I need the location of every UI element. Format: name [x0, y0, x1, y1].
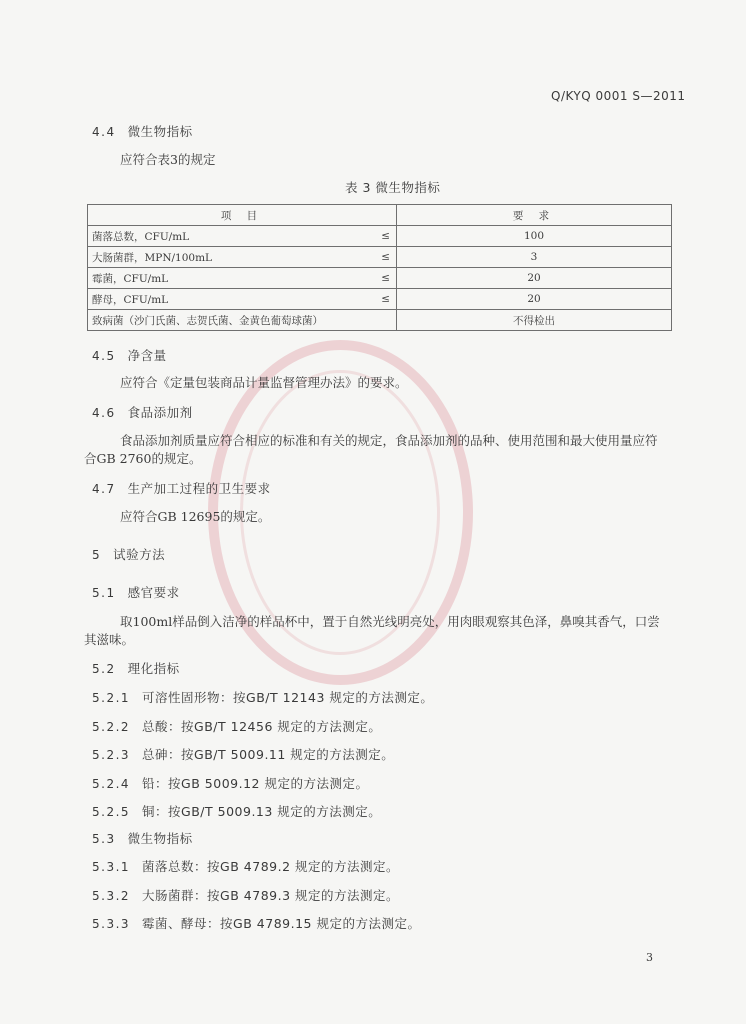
section-title: 生产加工过程的卫生要求	[127, 481, 271, 496]
standard-number: Q/KYQ 0001 S—2011	[551, 89, 686, 103]
method-item	[92, 745, 394, 763]
section-4-6-text-line1: 食品添加剂质量应符合相应的标准和有关的规定，食品添加剂的品种、使用范围和最大使用量应符	[120, 433, 658, 448]
header-item: 项 目	[88, 205, 397, 226]
section-number: 4.4	[92, 125, 116, 139]
method-item-text: 总酸：按GB/T 12456 规定的方法测定。	[142, 718, 382, 734]
row-item: 致病菌（沙门氏菌、志贺氏菌、金黄色葡萄球菌）	[88, 310, 377, 331]
method-item-text: 铜：按GB/T 5009.13 规定的方法测定。	[142, 804, 382, 819]
method-item-number: 5.3.1	[92, 860, 131, 874]
section-4-7-heading	[92, 479, 271, 497]
row-requirement: 20	[397, 268, 672, 289]
table-row	[88, 226, 672, 247]
section-title: 微生物指标	[127, 831, 193, 846]
table-row	[88, 289, 672, 310]
section-5-1-text-line2: 其滋味。	[84, 632, 135, 647]
section-number: 4.6	[92, 406, 116, 420]
method-item-number: 5.3.2	[92, 888, 131, 903]
method-item	[92, 774, 368, 792]
microbial-indicators-table	[87, 204, 672, 331]
row-requirement: 20	[397, 289, 672, 310]
section-5-3-heading	[92, 829, 193, 847]
section-5-1-heading	[92, 583, 180, 601]
section-5-2-heading	[92, 659, 180, 677]
method-item-text: 可溶性固形物：按GB/T 12143 规定的方法测定。	[142, 690, 434, 705]
method-item-number: 5.2.2	[92, 719, 131, 734]
row-requirement: 3	[397, 247, 672, 268]
section-4-5-text: 应符合《定量包装商品计量监督管理办法》的要求。	[120, 375, 408, 390]
row-operator: ≤	[376, 226, 397, 247]
section-4-6-heading	[92, 403, 193, 421]
method-item-number: 5.2.1	[92, 691, 131, 705]
section-number: 5	[92, 548, 102, 562]
row-item: 菌落总数，CFU/mL	[88, 226, 377, 247]
section-title: 食品添加剂	[127, 405, 193, 420]
method-item-text: 菌落总数：按GB 4789.2 规定的方法测定。	[142, 859, 399, 874]
row-item: 大肠菌群，MPN/100mL	[88, 247, 377, 268]
method-item	[92, 802, 381, 820]
section-title: 净含量	[127, 348, 167, 363]
section-5-heading	[92, 545, 165, 563]
section-4-6-text-line2: 合GB 2760的规定。	[84, 451, 202, 466]
table-caption: 表 3 微生物指标	[345, 180, 441, 195]
row-operator: ≤	[376, 268, 397, 289]
row-operator: ≤	[376, 289, 397, 310]
section-number: 4.7	[92, 482, 116, 496]
method-item-number: 5.2.3	[92, 748, 131, 762]
row-operator: ≤	[376, 247, 397, 268]
section-number: 5.3	[92, 832, 116, 846]
page-number: 3	[646, 951, 653, 964]
method-item	[92, 717, 381, 735]
method-item-text: 铅：按GB 5009.12 规定的方法测定。	[142, 775, 369, 791]
section-4-4-text: 应符合表3的规定	[120, 152, 216, 167]
section-4-5-heading	[92, 346, 167, 364]
section-number: 5.2	[92, 662, 116, 676]
method-item	[92, 688, 433, 706]
section-4-4-heading	[92, 122, 193, 140]
method-item-number: 5.3.3	[92, 917, 131, 931]
table-row	[88, 310, 672, 331]
method-item	[92, 857, 399, 875]
method-item	[92, 914, 420, 932]
section-title: 理化指标	[127, 661, 180, 676]
method-item	[92, 886, 399, 904]
table-row	[88, 268, 672, 289]
row-operator	[376, 310, 397, 331]
section-title: 感官要求	[127, 585, 180, 600]
section-5-1-text-line1: 取100ml样品倒入洁净的样品杯中，置于自然光线明亮处，用肉眼观察其色泽，鼻嗅其香气，口尝	[120, 614, 660, 629]
row-requirement: 100	[397, 226, 672, 247]
section-title: 试验方法	[113, 547, 166, 562]
table-header-row	[88, 205, 672, 226]
method-item-text: 总砷：按GB/T 5009.11 规定的方法测定。	[142, 747, 395, 762]
method-item-number: 5.2.4	[92, 776, 131, 791]
table-row	[88, 247, 672, 268]
section-number: 5.1	[92, 586, 116, 600]
section-number: 4.5	[92, 349, 116, 363]
header-requirement: 要 求	[397, 205, 672, 226]
method-item-text: 霉菌、酵母：按GB 4789.15 规定的方法测定。	[142, 916, 421, 931]
row-requirement: 不得检出	[397, 310, 672, 331]
row-item: 酵母，CFU/mL	[88, 289, 377, 310]
section-4-7-text: 应符合GB 12695的规定。	[120, 509, 271, 524]
row-item: 霉菌，CFU/mL	[88, 268, 377, 289]
method-item-number: 5.2.5	[92, 805, 131, 819]
method-item-text: 大肠菌群：按GB 4789.3 规定的方法测定。	[142, 887, 399, 903]
section-title: 微生物指标	[127, 124, 193, 139]
